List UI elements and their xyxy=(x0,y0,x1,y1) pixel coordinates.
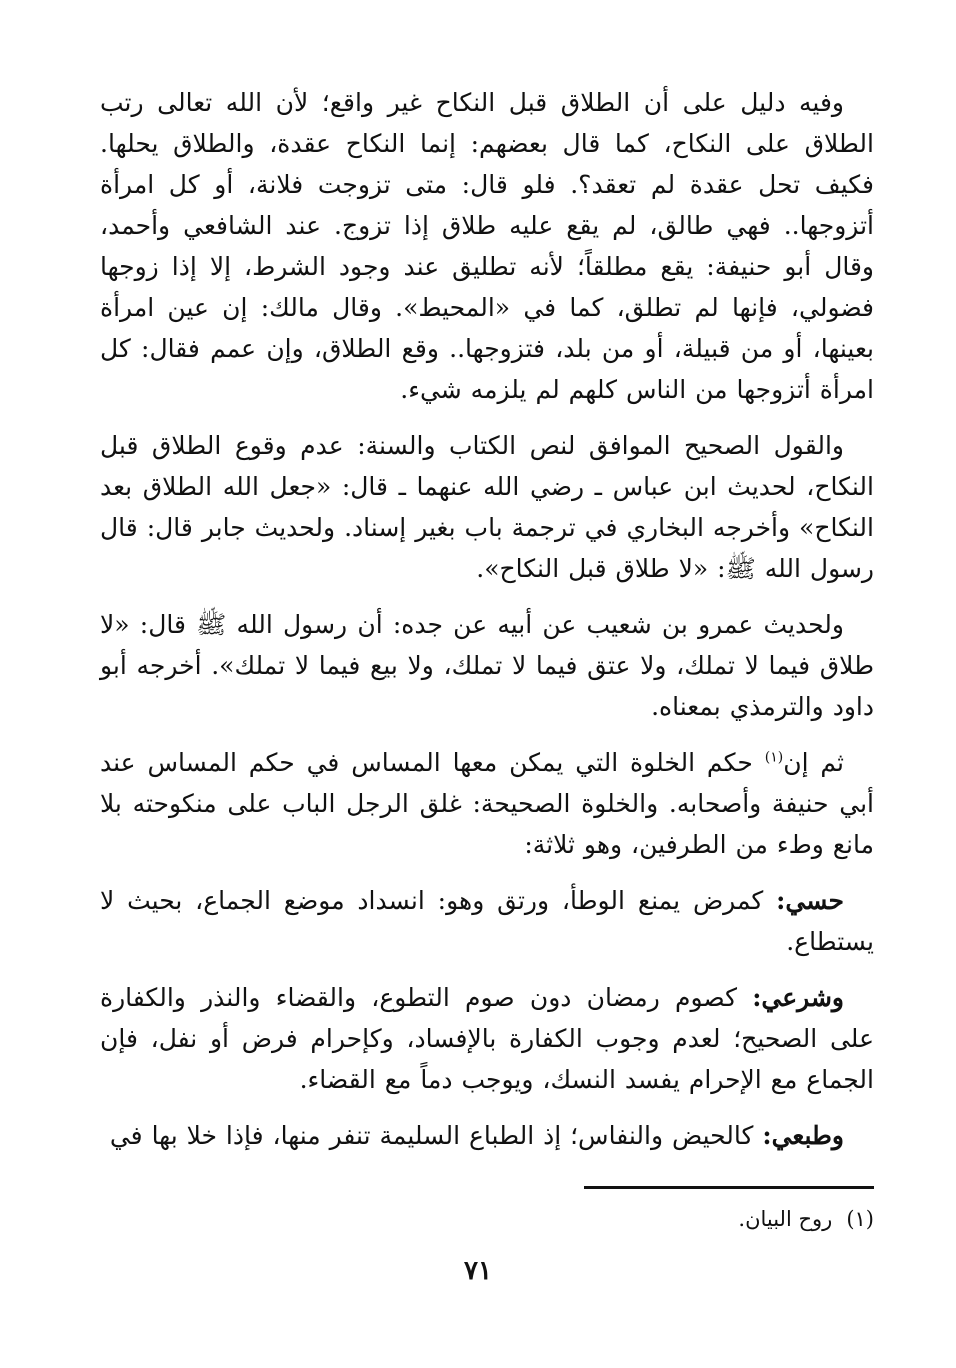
page-body xyxy=(100,82,874,1171)
footnote-divider xyxy=(584,1186,874,1189)
paragraph-6 xyxy=(100,977,874,1100)
paragraph-4-text-before: ثم إن xyxy=(783,748,844,777)
page-number: ٧١ xyxy=(464,1256,492,1286)
paragraph-3-text: ولحديث عمرو بن شعيب عن أبيه عن جده: أن رسول الله ﷺ قال: «لا طلاق فيما لا تملك، ولا عتق فيما لا تملك، ولا بيع فيما لا تملك». أخرجه أبو داود والترمذي بمعناه. xyxy=(100,610,874,721)
footnote-marker: (١) xyxy=(764,749,784,766)
paragraph-6-text: كصوم رمضان دون صوم التطوع، والقضاء والنذر والكفارة على الصحيح؛ لعدم وجوب الكفارة بالإفساد، وكإحرام فرض أو نفل، فإن الجماع مع الإحرام يفسد النسك، ويوجب دماً مع القضاء. xyxy=(100,983,874,1094)
paragraph-6-lead: وشرعي: xyxy=(752,983,844,1012)
paragraph-2 xyxy=(100,425,874,589)
footnote-text: روح البيان. xyxy=(738,1207,833,1231)
paragraph-5-text: كمرض يمنع الوطأ، ورتق وهو: انسداد موضع الجماع، بحيث لا يستطاع. xyxy=(100,886,874,956)
paragraph-1 xyxy=(100,82,874,410)
paragraph-3 xyxy=(100,604,874,727)
footnote-number: (١) xyxy=(846,1207,874,1231)
paragraph-7-lead: وطبعي: xyxy=(762,1121,844,1150)
paragraph-4-text: حكم الخلوة التي يمكن معها المساس في حكم المساس عند أبي حنيفة وأصحابه. والخلوة الصحيحة: غلق الرجل الباب على منكوحته بلا مانع وطء من الطرفين، وهو ثلاثة: xyxy=(100,748,874,859)
paragraph-4 xyxy=(100,742,874,865)
paragraph-2-text: والقول الصحيح الموافق لنص الكتاب والسنة: عدم وقوع الطلاق قبل النكاح، لحديث ابن عباس ـ رضي الله عنهما ـ قال: «جعل الله الطلاق بعد النكاح» وأخرجه البخاري في ترجمة باب بغير إسناد. ولحديث جابر قال: قال رسول الله ﷺ: «لا طلاق قبل النكاح». xyxy=(100,431,874,583)
paragraph-5 xyxy=(100,880,874,962)
paragraph-7 xyxy=(100,1115,874,1156)
paragraph-7-text: كالحيض والنفاس؛ إذ الطباع السليمة تنفر منها، فإذا خلا بها في xyxy=(109,1121,763,1150)
footnote xyxy=(738,1204,874,1234)
paragraph-1-text: وفيه دليل على أن الطلاق قبل النكاح غير واقع؛ لأن الله تعالى رتب الطلاق على النكاح، كما قال بعضهم: إنما النكاح عقدة، والطلاق يحلها. فكيف تحل عقدة لم تعقد؟. فلو قال: متى تزوجت فلانة، أو كل امرأة أتزوجها.. فهي طالق، لم يقع عليه طلاق إذا تزوج. عند الشافعي وأحمد، وقال أبو حنيفة: يقع مطلقاً؛ لأنه تطليق عند وجود الشرط، إلا إذا زوجها فضولي، فإنها لم تطلق، كما في «المحيط». وقال مالك: إن عين امرأة بعينها، أو من قبيلة، أو من بلد، فتزوجها.. وقع الطلاق، وإن عمم فقال: كل امرأة أتزوجها من الناس كلهم لم يلزمه شيء. xyxy=(100,88,874,404)
paragraph-5-lead: حسي: xyxy=(776,886,844,915)
